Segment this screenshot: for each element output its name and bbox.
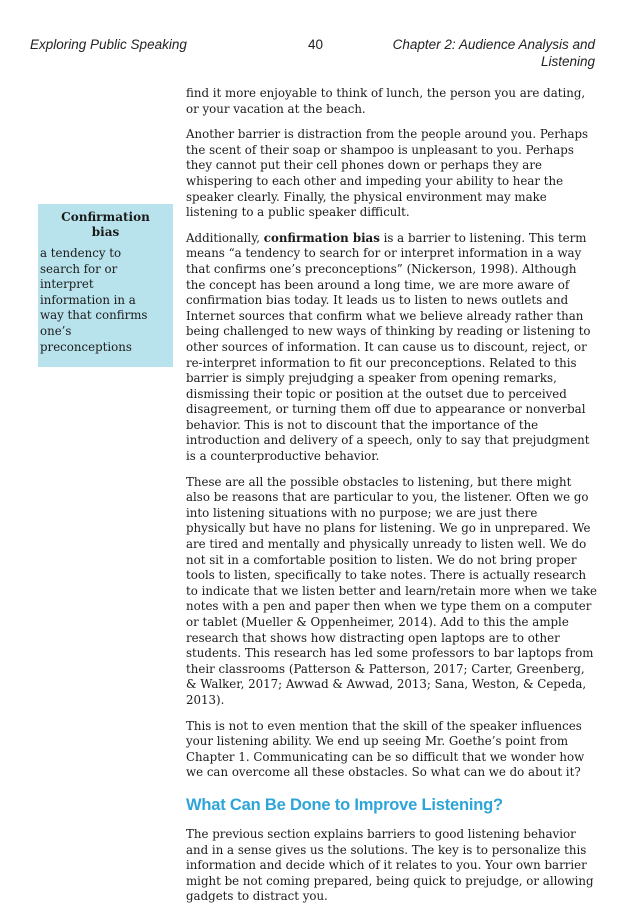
term-confirmation-bias: confirmation bias (263, 230, 380, 245)
paragraph-4: These are all the possible obstacles to listening, but there might also be reasons that are particular to you, the listener. Often we go into listening situations with no purpose; we are just there physically but have no plans for listening. We go in unprepared. We are tired and mentally and physically unready to listen well. We do not sit in a comfortable position to listen. We do not bring proper tools to listen, specifically to take notes. There is actually research to indicate that we listen better and learn/retain more when we take notes with a pen and paper then when we type them on a computer or tablet (Mueller & Oppenheimer, 2014). Add to this the ample research that shows how distracting open laptops are to other students. This research has led some professors to bar laptops from their classrooms (Patterson & Patterson, 2017; Carter, Greenberg, & Walker, 2017; Awwad & Awwad, 2013; Sana, Weston, & Cepeda, 2013). (186, 474, 598, 707)
glossary-sidebar (38, 204, 173, 367)
section-heading: What Can Be Done to Improve Listening? (186, 795, 503, 814)
sidebar-term: Confirmation bias (61, 210, 150, 239)
page-number: 40 (308, 37, 324, 52)
paragraph-5: This is not to even mention that the skill of the speaker influences your listening ability. We end up seeing Mr. Goethe’s point from Chapter 1. Communicating can be so difficult that we wonder how we can overcome all these obstacles. So what can we do about it? (186, 718, 585, 780)
running-header-chapter-title: Chapter 2: Audience Analysis and Listening (392, 37, 595, 69)
running-header-book-title: Exploring Public Speaking (30, 37, 187, 52)
main-text-column (186, 86, 598, 915)
paragraph-6: The previous section explains barriers to good listening behavior and in a sense gives us the solutions. The key is to personalize this information and decide which of it relates to you. Your own barrier might be not coming prepared, being quick to prejudge, or allowing gadgets to distract you. (186, 826, 594, 904)
sidebar-definition: a tendency to search for or interpret information in a way that confirms one’s preconceptions (40, 246, 148, 354)
paragraph-3-rest: is a barrier to listening. This term means “a tendency to search for or interpret information in a way that confirms one’s preconceptions” (Nickerson, 1998). Although the concept has been around a long time, we are more aware of confirmation bias today. It leads us to listen to news outlets and Internet sources that confirm what we believe already rather than being challenged to new ways of thinking by reading or listening to other sources of information. It can cause us to discount, reject, or re-interpret information to fit our preconceptions. Related to this barrier is simply prejudging a speaker from opening remarks, dismissing their topic or position at the outset due to perceived disagreement, or turning them off due to appearance or nonverbal behavior. This is not to discount that the importance of the introduction and delivery of a speech, only to say that prejudgment is a counterproductive behavior. (186, 230, 591, 464)
paragraph-3-lead: Additionally, (186, 230, 264, 245)
paragraph-3 (186, 231, 598, 465)
paragraph-2: Another barrier is distraction from the people around you. Perhaps the scent of their soap or shampoo is unpleasant to you. Perhaps they cannot put their cell phones down or perhaps they are whispering to each other and impeding your ability to hear the speaker clearly. Finally, the physical environment may make listening to a public speaker difficult. (186, 127, 589, 220)
paragraph-1: find it more enjoyable to think of lunch, the person you are dating, or your vacation at the beach. (186, 86, 586, 116)
